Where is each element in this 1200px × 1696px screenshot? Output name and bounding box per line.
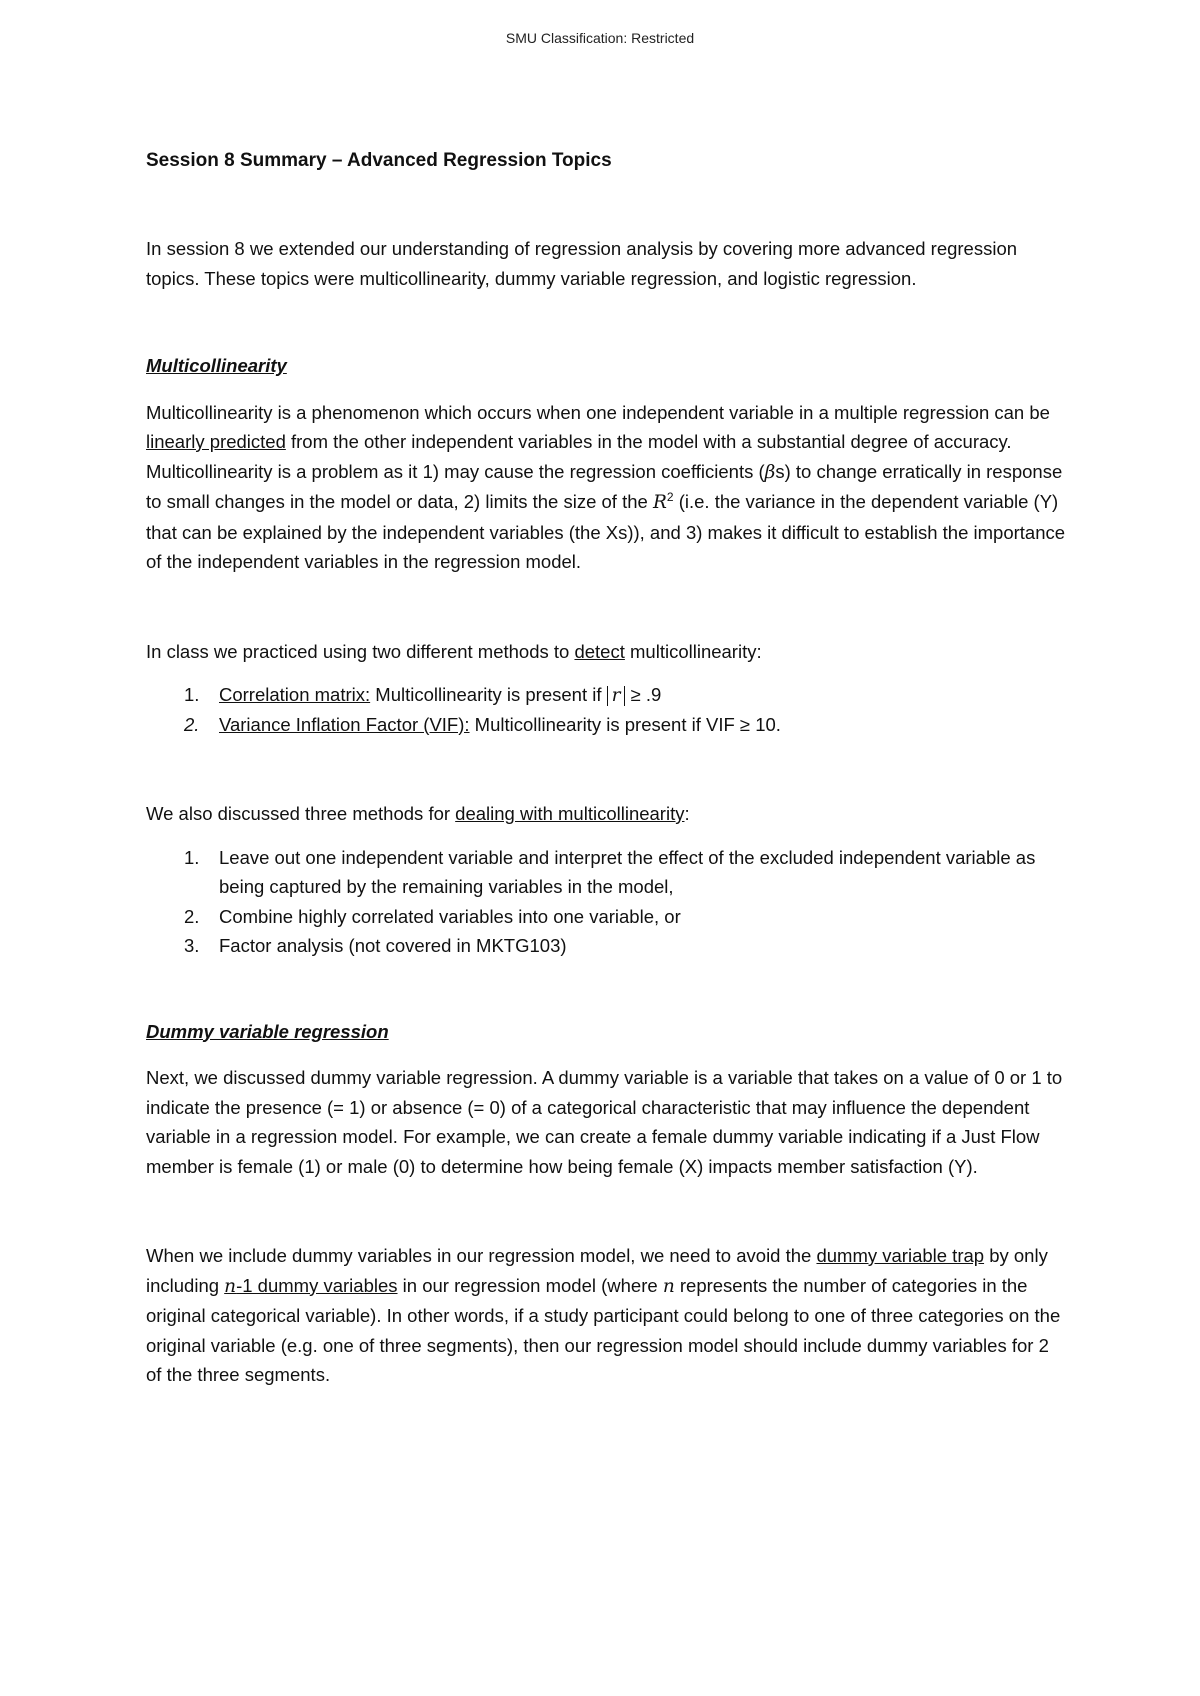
- text-run: In class we practiced using two different methods to: [146, 640, 575, 662]
- text-run: in our regression model (where: [397, 1274, 663, 1296]
- text-run: -1 dummy variables: [236, 1274, 398, 1296]
- text-run: Multicollinearity is a phenomenon which occurs when one independent variable in a multiple regression can be: [146, 401, 1050, 423]
- dealing-intro: [146, 799, 1066, 829]
- text-run: We also discussed three methods for: [146, 803, 456, 824]
- list-item: [146, 710, 1066, 740]
- list-item: [146, 902, 1066, 932]
- text-run: Multicollinearity is present if VIF ≥ 10.: [469, 713, 781, 735]
- method-label: Variance Inflation Factor (VIF):: [219, 713, 470, 735]
- text-run: s) to change erratically in response to small changes in the model or data, 2) limits the size of the: [146, 460, 1063, 512]
- list-number: 2.: [184, 905, 200, 927]
- document-title: Session 8 Summary – Advanced Regression Topics: [146, 150, 612, 171]
- detect-underlined: detect: [574, 640, 625, 662]
- text-run: represents the number of categories in the original categorical variable). In other words, if a study participant could belong to one of three categories on the original variable (e.g. one of three segments), then our regression model should include dummy variables for 2 of the three segments.: [146, 1274, 1061, 1385]
- list-item: [146, 931, 1066, 961]
- r-squared-symbol: R: [652, 492, 667, 513]
- method-label: Correlation matrix:: [219, 684, 371, 705]
- dealing-underlined: dealing with multicollinearity: [455, 803, 685, 824]
- n-symbol: n: [224, 1275, 237, 1297]
- detect-intro: [146, 637, 1066, 667]
- dummy-paragraph-1: Next, we discussed dummy variable regression. A dummy variable is a variable that takes on a value of 0 or 1 to indicate the presence (= 1) or absence (= 0) of a categorical characteristic that may influence the dependent variable in a regression model. For example, we can create a female dummy variable indicating if a Just Flow member is female (1) or male (0) to determine how being female (X) impacts member satisfaction (Y).: [146, 1067, 1063, 1177]
- list-number: 1.: [184, 684, 200, 705]
- detect-methods-list: [146, 680, 1066, 739]
- document-body: [146, 148, 1066, 1390]
- list-text: Leave out one independent variable and interpret the effect of the excluded independent variable as being captured by the remaining variables in the model,: [219, 846, 1036, 897]
- text-run: When we include dummy variables in our regression model, we need to avoid the: [146, 1245, 817, 1266]
- list-number: 1.: [184, 846, 200, 868]
- list-number: 3.: [184, 935, 200, 956]
- text-run: :: [684, 803, 690, 824]
- text-run: multicollinearity:: [624, 640, 762, 662]
- list-text: Factor analysis (not covered in MKTG103): [219, 935, 567, 956]
- dummy-paragraph-2: [146, 1241, 1066, 1390]
- list-item: [146, 680, 1066, 710]
- beta-symbol: β: [764, 461, 776, 483]
- classification-header: SMU Classification: Restricted: [505, 30, 695, 46]
- text-run: by only including: [146, 1245, 1048, 1296]
- text-run: Multicollinearity is present if: [370, 684, 607, 705]
- n-symbol: n: [662, 1275, 675, 1297]
- text-run: ≥ .9: [625, 684, 662, 705]
- n-minus-1-underlined: [224, 1275, 397, 1296]
- dealing-methods-list: [146, 843, 1066, 961]
- list-number: 2.: [184, 713, 200, 735]
- multicollinearity-paragraph: [146, 398, 1066, 577]
- abs-r-symbol: r: [607, 686, 626, 706]
- dummy-trap-underlined: dummy variable trap: [816, 1245, 985, 1266]
- list-item: [146, 843, 1066, 902]
- linearly-predicted-text: linearly predicted: [146, 431, 286, 452]
- list-text: Combine highly correlated variables into one variable, or: [219, 905, 681, 927]
- text-run: from the other independent variables in the model with a substantial degree of accuracy. Multicollinearity is a problem as it 1) may cause the regression coefficients (: [146, 431, 1012, 482]
- superscript-2: 2: [666, 489, 674, 504]
- intro-paragraph: In session 8 we extended our understanding of regression analysis by covering more advanced regression topics. These topics were multicollinearity, dummy variable regression, and logistic regression.: [146, 238, 1018, 289]
- text-run: (i.e. the variance in the dependent variable (Y) that can be explained by the independent variables (the Xs)), and 3) makes it difficult to establish the importance of the independent variables in the regression model.: [146, 491, 1066, 572]
- dummy-regression-heading: Dummy variable regression: [146, 1020, 389, 1042]
- multicollinearity-heading: Multicollinearity: [146, 355, 287, 376]
